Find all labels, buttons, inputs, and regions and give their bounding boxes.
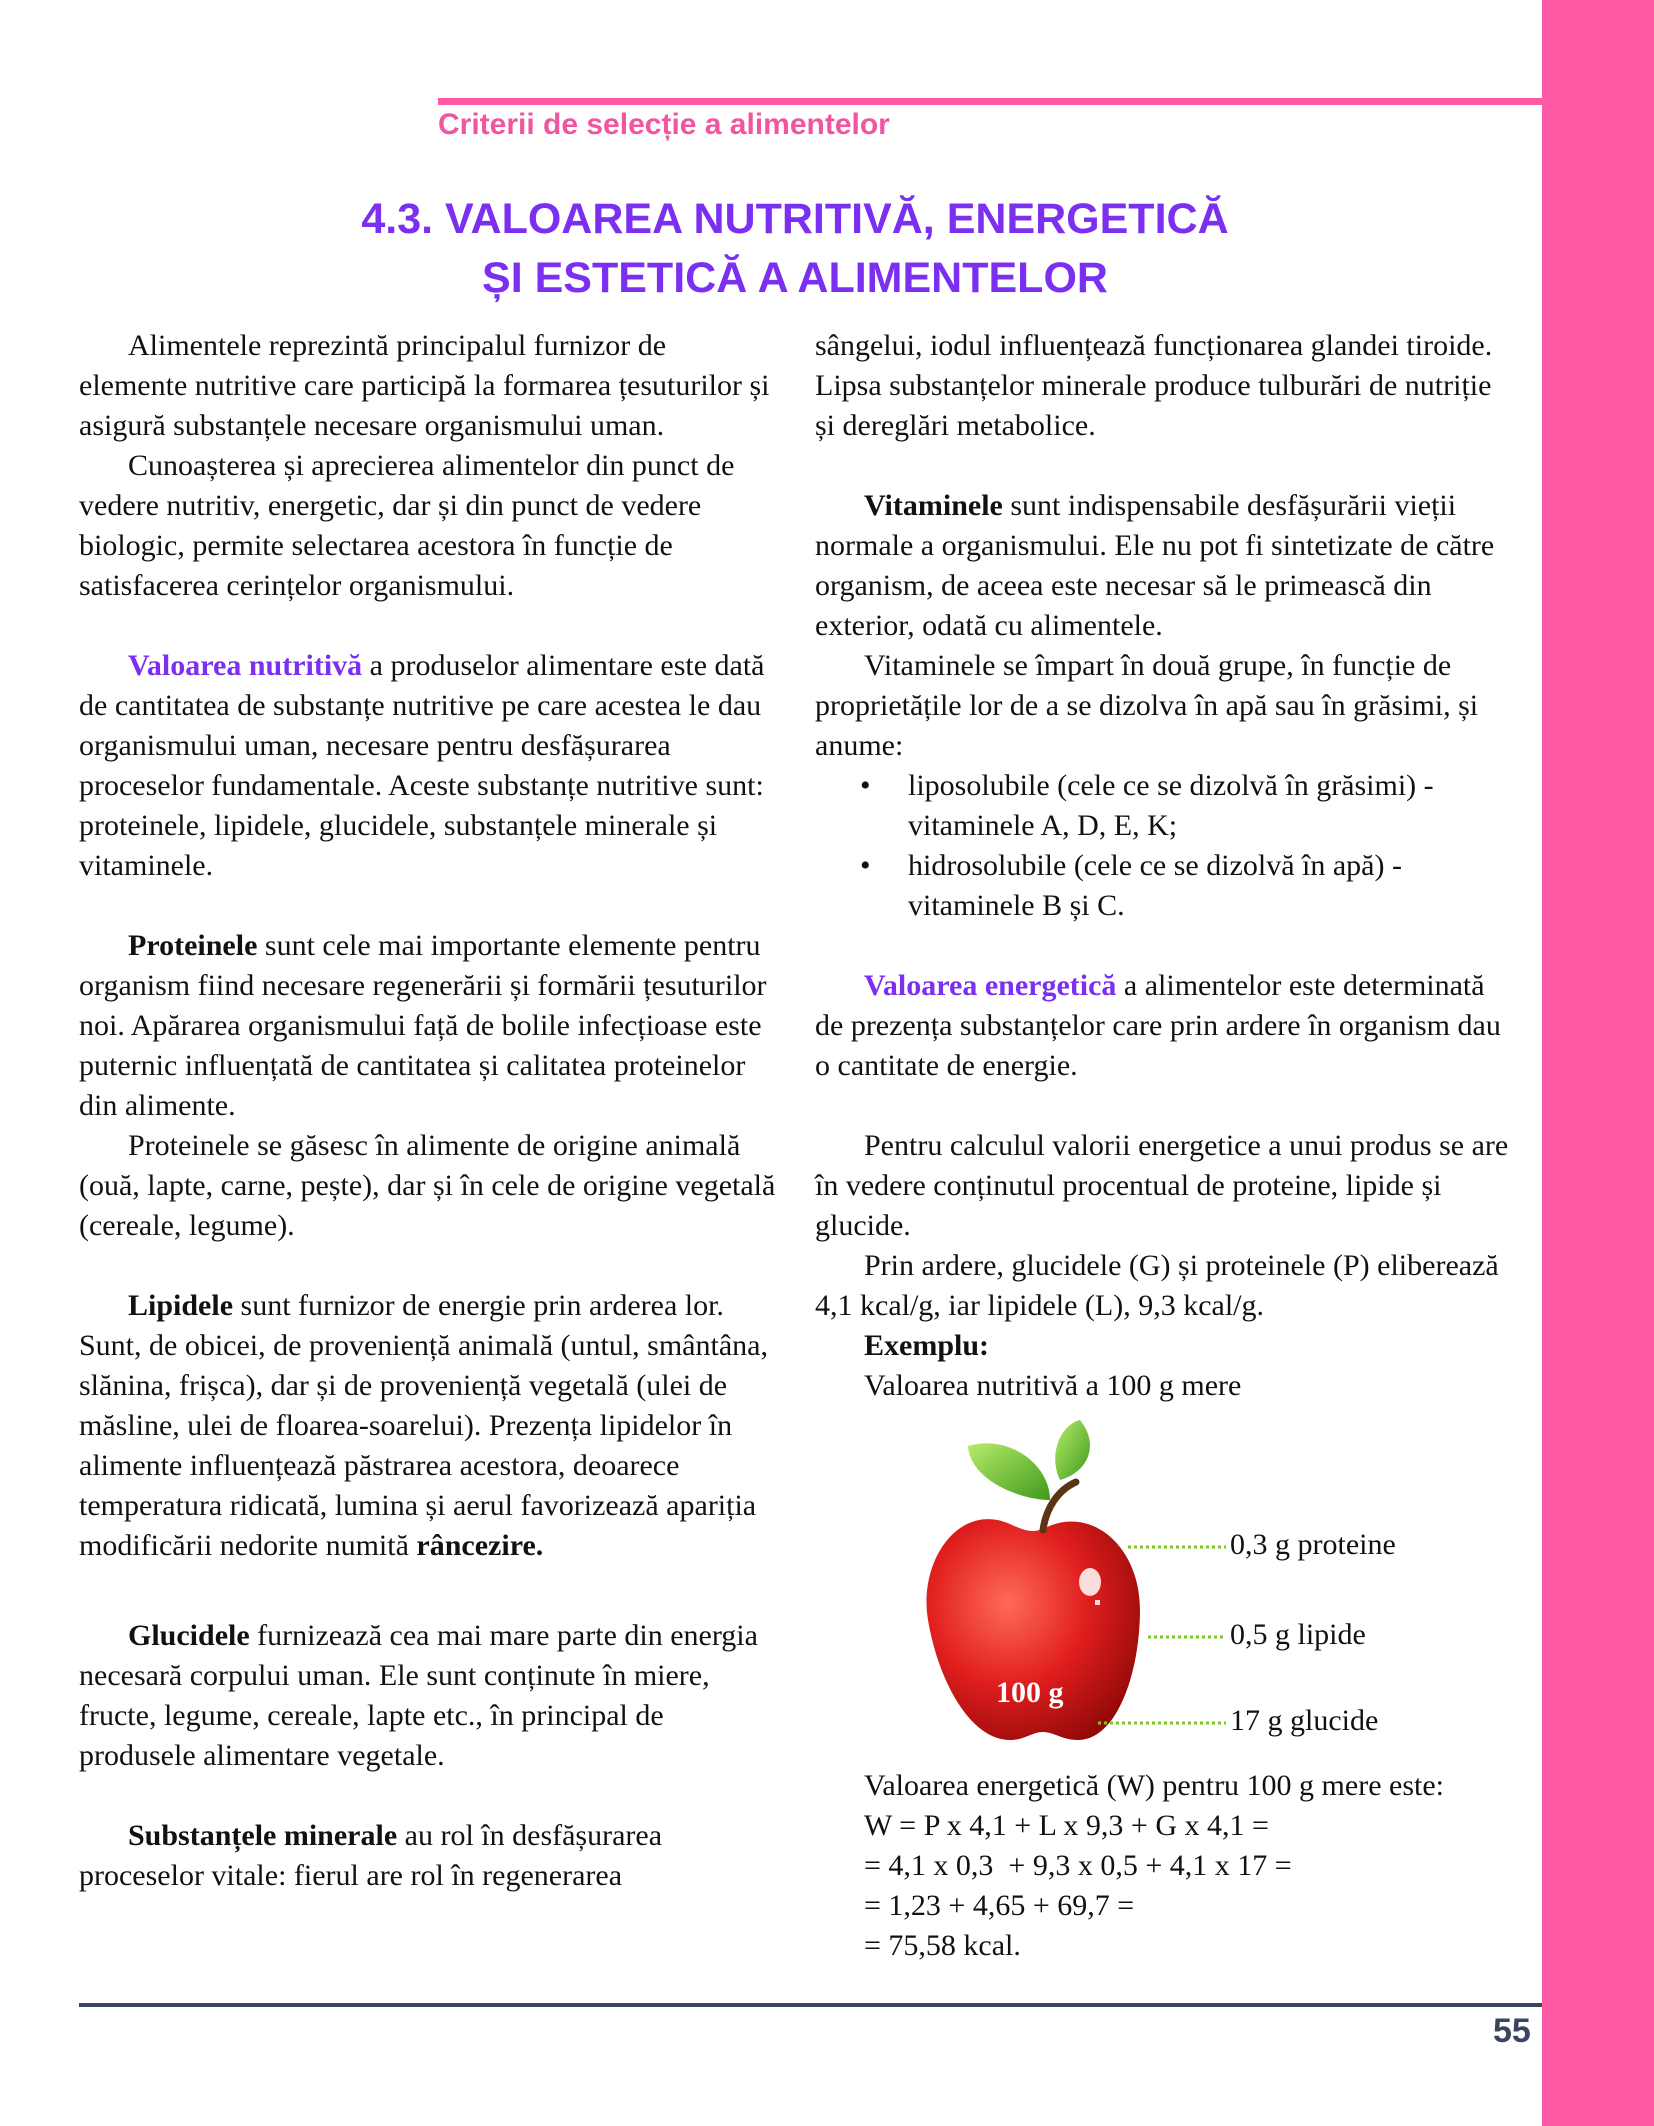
paragraph-nutritive-value bbox=[79, 646, 779, 886]
lipid-label: 0,5 g lipide bbox=[1230, 1618, 1366, 1651]
paragraph-glucids bbox=[79, 1616, 779, 1776]
bullet-marker: • bbox=[860, 769, 871, 802]
example-text: Valoarea nutritivă a 100 g mere bbox=[864, 1369, 1242, 1402]
list-item bbox=[815, 766, 1515, 846]
paragraph-combustion: Prin ardere, glucidele (G) și proteinele (P) eliberează 4,1 kcal/g, iar lipidele (L), 9,3 kcal/g. bbox=[815, 1249, 1499, 1322]
paragraph-knowledge: Cunoașterea și aprecierea alimentelor din punct de vedere nutritiv, energetic, dar și din punct de vedere biologic, permite selectarea acestora în funcție de satisfacerea cerințelor organismului. bbox=[79, 449, 735, 602]
term-vitaminele: Vitaminele bbox=[864, 489, 1003, 522]
apple-leaf-right bbox=[1055, 1420, 1090, 1480]
paragraph-text: sunt indispensabile desfășurării vieții normale a organismului. Ele nu pot fi sintetizate de către organism, de aceea este necesar să le primească din exterior, odată cu alimentele. bbox=[815, 489, 1495, 642]
glucid-label: 17 g glucide bbox=[1230, 1704, 1379, 1737]
paragraph-text: sunt cele mai importante elemente pentru organism fiind necesare regenerării și formării țesuturilor noi. Apărarea organismului față de bolile infecțioase este puternic influențată de cantitatea și calitatea proteinelor din alimente. bbox=[79, 929, 767, 1122]
paragraph-text: a produselor alimentare este dată de cantitatea de substanțe nutritive pe care acestea le dau organismului uman, necesare pentru desfășurarea proceselor fundamentale. Aceste substanțe nutritive sunt: proteinele, lipidele, glucidele, substanțele minerale și vitaminele. bbox=[79, 649, 765, 882]
footer-rule bbox=[79, 2003, 1542, 2007]
paragraph-energy-calculation: Pentru calculul valorii energetice a unui produs se are în vedere conținutul procentual de proteine, lipide și glucide. bbox=[815, 1129, 1509, 1242]
term-substantele-minerale: Substanțele minerale bbox=[128, 1819, 398, 1852]
paragraph-text: a alimentelor este determinată de prezența substanțelor care prin ardere în organism dau o cantitate de energie. bbox=[815, 969, 1501, 1082]
protein-label: 0,3 g proteine bbox=[1230, 1528, 1396, 1561]
bullet-text: hidrosolubile (cele ce se dizolvă în apă) - vitaminele B și C. bbox=[908, 849, 1402, 922]
title-line-2: ȘI ESTETICĂ A ALIMENTELOR bbox=[482, 254, 1108, 302]
calc-line: Valoarea energetică (W) pentru 100 g mere este: bbox=[864, 1769, 1444, 1802]
energy-calculation bbox=[864, 1766, 1524, 1966]
bullet-marker: • bbox=[860, 849, 871, 882]
apple-weight-label: 100 g bbox=[996, 1676, 1064, 1709]
right-column bbox=[815, 326, 1515, 1406]
paragraph-text: furnizează cea mai mare parte din energia necesară corpului uman. Ele sunt conținute în miere, fructe, legume, cereale, lapte etc., în principal de produsele alimentare vegetale. bbox=[79, 1619, 758, 1772]
paragraph-minerals-continued: sângelui, iodul influențează funcționarea glandei tiroide. Lipsa substanțelor minerale produce tulburări de nutriție și dereglări metabolice. bbox=[815, 329, 1493, 442]
paragraph-text: au rol în desfășurarea proceselor vitale: fierul are rol în regenerarea bbox=[79, 1819, 663, 1892]
paragraph-energy-value bbox=[815, 966, 1515, 1086]
paragraph-vitamins bbox=[815, 486, 1515, 646]
page-number: 55 bbox=[1493, 2012, 1531, 2050]
section-label: Criterii de selecție a alimentelor bbox=[438, 108, 890, 141]
page-title bbox=[240, 190, 1350, 308]
paragraph-lipids bbox=[79, 1286, 779, 1566]
paragraph-text: sunt furnizor de energie prin arderea lor. Sunt, de obicei, de proveniență animală (untul, smântâna, slănina, frișca), dar și de proveniență vegetală (ulei de măsline, ulei de floarea-soarelui). Prezența lipidelor în alimente influențează păstrarea acestora, deoarece temperatura ridicată, lumina și aerul favorizează apariția modificării nedorite numită bbox=[79, 1289, 768, 1562]
list-item bbox=[815, 846, 1515, 926]
example-label: Exemplu: bbox=[864, 1329, 990, 1362]
calc-line: = 4,1 x 0,3 + 9,3 x 0,5 + 4,1 x 17 = bbox=[864, 1849, 1292, 1882]
term-rancezire: râncezire. bbox=[416, 1529, 544, 1562]
apple-figure bbox=[900, 1420, 1420, 1750]
header-rule bbox=[438, 98, 1542, 105]
paragraph-protein-sources: Proteinele se găsesc în alimente de origine animală (ouă, lapte, carne, pește), dar și în cele de origine vegetală (cereale, legume). bbox=[79, 1129, 776, 1242]
apple-leaf-left bbox=[968, 1443, 1050, 1500]
paragraph-intro: Alimentele reprezintă principalul furnizor de elemente nutritive care participă la formarea țesuturilor și asigură substanțele necesare organismului uman. bbox=[79, 329, 770, 442]
side-accent-bar bbox=[1542, 0, 1654, 2126]
term-valoarea-nutritiva: Valoarea nutritivă bbox=[128, 649, 363, 682]
left-column bbox=[79, 326, 779, 1896]
calc-line: = 75,58 kcal. bbox=[864, 1929, 1021, 1962]
term-proteinele: Proteinele bbox=[128, 929, 258, 962]
paragraph-proteins bbox=[79, 926, 779, 1126]
apple-illustration bbox=[900, 1420, 1420, 1750]
paragraph-minerals bbox=[79, 1816, 779, 1896]
calc-line: = 1,23 + 4,65 + 69,7 = bbox=[864, 1889, 1135, 1922]
apple-highlight bbox=[1079, 1568, 1101, 1596]
calc-line: W = P x 4,1 + L x 9,3 + G x 4,1 = bbox=[864, 1809, 1269, 1842]
term-valoarea-energetica: Valoarea energetică bbox=[864, 969, 1117, 1002]
term-lipidele: Lipidele bbox=[128, 1289, 234, 1322]
term-glucidele: Glucidele bbox=[128, 1619, 250, 1652]
paragraph-vitamin-groups: Vitaminele se împart în două grupe, în funcție de proprietățile lor de a se dizolva în apă sau în grăsimi, și anume: bbox=[815, 649, 1479, 762]
bullet-text: liposolubile (cele ce se dizolvă în grăsimi) - vitaminele A, D, E, K; bbox=[908, 769, 1434, 842]
title-line-1: 4.3. VALOAREA NUTRITIVĂ, ENERGETICĂ bbox=[361, 195, 1229, 243]
